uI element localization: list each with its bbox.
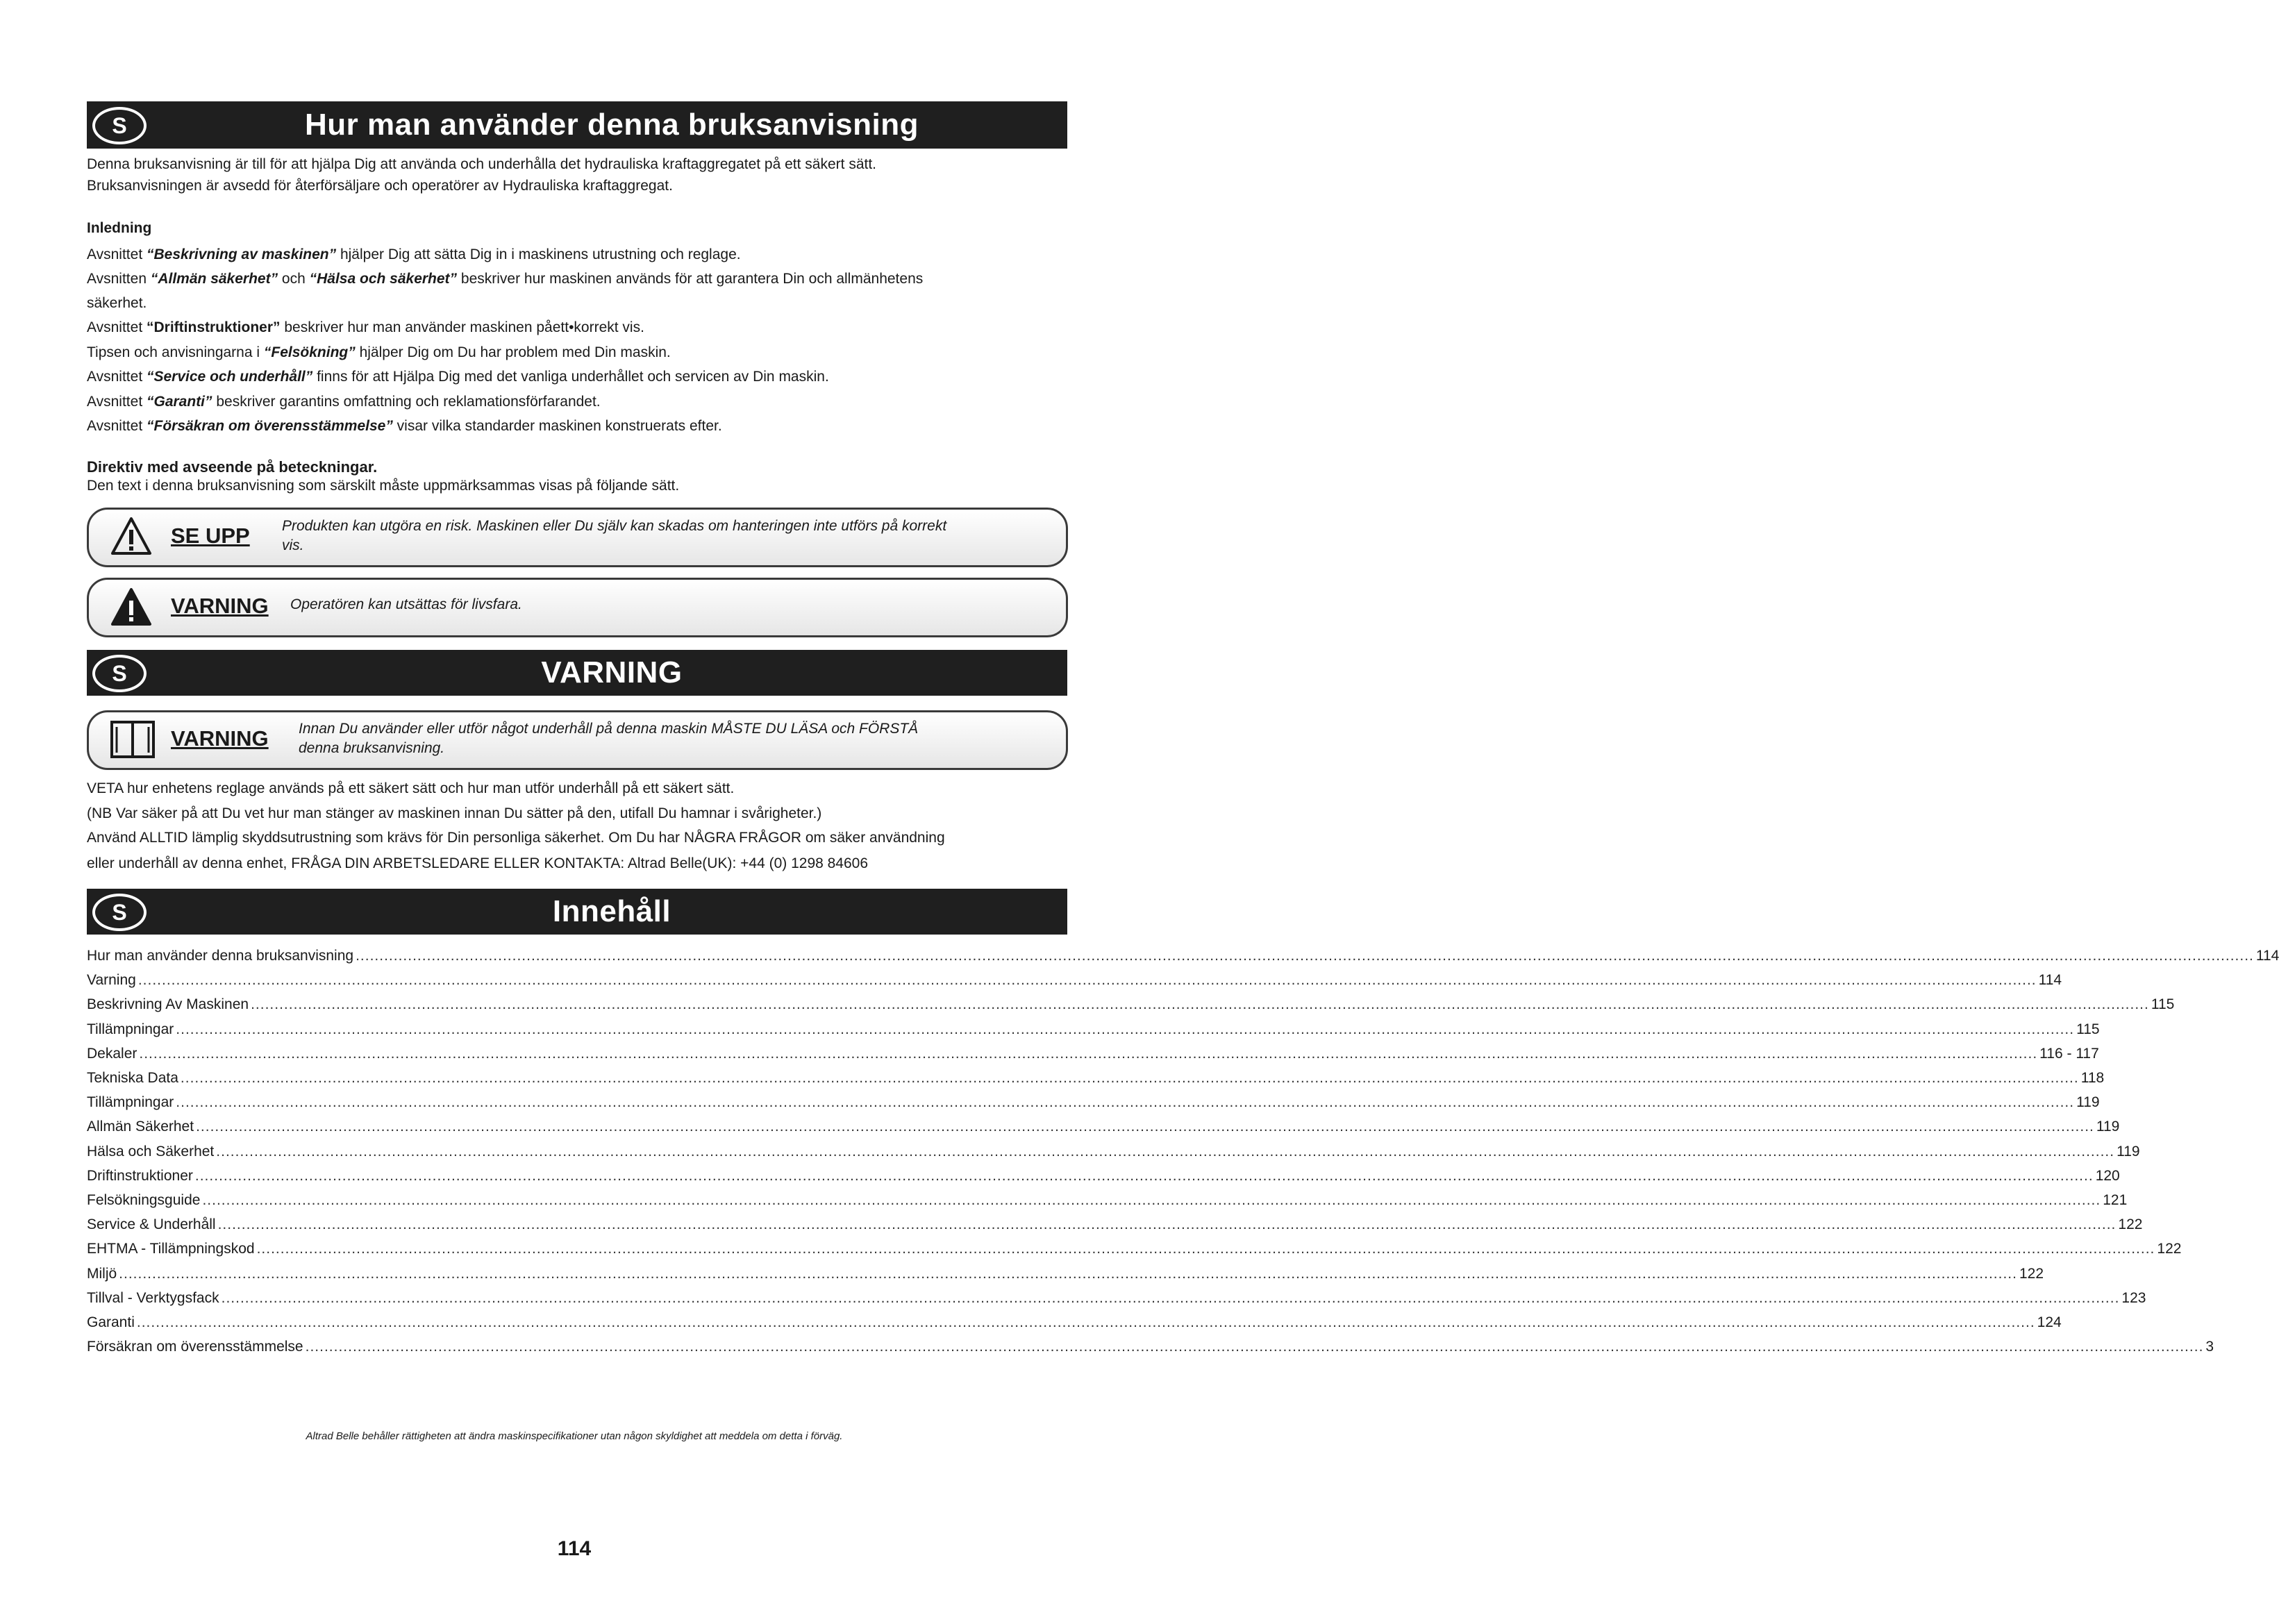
open-book-icon bbox=[110, 720, 156, 759]
toc-entry-title: Beskrivning Av Maskinen bbox=[87, 996, 249, 1012]
read-manual-label: VARNING bbox=[171, 726, 269, 751]
toc-leader-dots: ................................................................................................................................................................................................................................................................................................................................................................................................................ bbox=[176, 1094, 2075, 1110]
toc-entry-title: Tillämpningar bbox=[87, 1094, 174, 1110]
toc-leader-dots: ................................................................................................................................................................................................................................................................................................................................................................................................................ bbox=[251, 996, 2149, 1012]
danger-label: VARNING bbox=[171, 594, 269, 618]
intro-line-1: Denna bruksanvisning är till för att hjälpa Dig att använda och underhålla det hydrauliska kraftaggregatet på ett säkert sätt. bbox=[87, 156, 877, 172]
toc-leader-dots: ................................................................................................................................................................................................................................................................................................................................................................................................................ bbox=[356, 948, 2254, 964]
danger-triangle-icon bbox=[110, 587, 153, 627]
toc-entry-title: Garanti bbox=[87, 1314, 135, 1330]
toc-row bbox=[87, 996, 2175, 1014]
warning-title: VARNING bbox=[541, 655, 683, 689]
toc-row bbox=[87, 1289, 2146, 1307]
toc-entry-page: 122 bbox=[2118, 1216, 2143, 1232]
inledning-line-1: Avsnittet “Beskrivning av maskinen” hjälper Dig att sätta Dig in i maskinens utrustning och reglage. bbox=[87, 246, 741, 262]
toc-row bbox=[87, 1167, 2120, 1185]
toc-entry-title: Tillval - Verktygsfack bbox=[87, 1290, 219, 1306]
inledning-line-4: Avsnittet “Driftinstruktioner” beskriver hur man använder maskinen påett•korrekt vis. bbox=[87, 319, 644, 335]
toc-entry-title: Hur man använder denna bruksanvisning bbox=[87, 948, 354, 964]
toc-leader-dots: ................................................................................................................................................................................................................................................................................................................................................................................................................ bbox=[216, 1144, 2115, 1160]
toc-entry-page: 119 bbox=[2076, 1094, 2100, 1110]
direktiv-heading: Direktiv med avseende på beteckningar. bbox=[87, 458, 378, 476]
warning-text-line-4: eller underhåll av denna enhet, FRÅGA DIN ARBETSLEDARE ELLER KONTAKTA: Altrad Belle(UK): +44 (0) 1298 84606 bbox=[87, 855, 869, 871]
toc-leader-dots: ................................................................................................................................................................................................................................................................................................................................................................................................................ bbox=[119, 1266, 2017, 1282]
toc-entry-title: Hälsa och Säkerhet bbox=[87, 1144, 215, 1160]
contents-title: Innehåll bbox=[552, 894, 671, 928]
toc-entry-title: Allmän Säkerhet bbox=[87, 1119, 194, 1135]
toc-entry-page: 120 bbox=[2095, 1168, 2120, 1184]
caution-label: SE UPP bbox=[171, 524, 250, 548]
toc-entry-title: Tekniska Data bbox=[87, 1070, 178, 1086]
toc-leader-dots: ................................................................................................................................................................................................................................................................................................................................................................................................................ bbox=[139, 1046, 2038, 1062]
toc-entry-page: 115 bbox=[2151, 996, 2175, 1012]
read-manual-box bbox=[87, 710, 1068, 770]
inledning-line-7: Avsnittet “Garanti” beskriver garantins omfattning och reklamationsförfarandet. bbox=[87, 394, 601, 410]
toc-entry-page: 114 bbox=[2038, 972, 2062, 988]
inledning-line-6: Avsnittet “Service och underhåll” finns för att Hjälpa Dig med det vanliga underhållet och servicen av Din maskin. bbox=[87, 369, 829, 385]
footer-note: Altrad Belle behåller rättigheten att ändra maskinspecifikationer utan någon skyldighet att meddela om detta i förväg. bbox=[306, 1430, 843, 1442]
inledning-line-3: säkerhet. bbox=[87, 295, 147, 311]
toc-leader-dots: ................................................................................................................................................................................................................................................................................................................................................................................................................ bbox=[305, 1339, 2204, 1355]
toc-row bbox=[87, 971, 2062, 989]
language-badge: S bbox=[92, 894, 147, 931]
direktiv-text: Den text i denna bruksanvisning som särskilt måste uppmärksammas visas på följande sätt. bbox=[87, 478, 680, 494]
toc-entry-title: Försäkran om överensstämmelse bbox=[87, 1339, 303, 1355]
toc-entry-page: 116 - 117 bbox=[2039, 1046, 2099, 1062]
toc-entry-page: 119 bbox=[2117, 1144, 2140, 1160]
toc-leader-dots: ................................................................................................................................................................................................................................................................................................................................................................................................................ bbox=[194, 1168, 2094, 1184]
danger-box bbox=[87, 578, 1068, 637]
intro-line-2: Bruksanvisningen är avsedd för återförsäljare och operatörer av Hydrauliska kraftaggregat. bbox=[87, 178, 673, 194]
toc-entry-page: 118 bbox=[2080, 1070, 2105, 1086]
toc-entry-page: 114 bbox=[2255, 948, 2279, 964]
toc-entry-page: 123 bbox=[2121, 1290, 2146, 1306]
toc-row bbox=[87, 1045, 2099, 1063]
toc-entry-page: 121 bbox=[2103, 1192, 2128, 1208]
toc-row bbox=[87, 1191, 2128, 1209]
toc-row bbox=[87, 1094, 2100, 1112]
inledning-line-2: Avsnitten “Allmän säkerhet” och “Hälsa och säkerhet” beskriver hur maskinen används för att garantera Din och allmänhetens bbox=[87, 271, 924, 287]
section-title: Hur man använder denna bruksanvisning bbox=[304, 108, 919, 142]
toc-leader-dots: ................................................................................................................................................................................................................................................................................................................................................................................................................ bbox=[202, 1192, 2101, 1208]
toc-leader-dots: ................................................................................................................................................................................................................................................................................................................................................................................................................ bbox=[136, 1314, 2035, 1330]
toc-entry-page: 115 bbox=[2076, 1021, 2100, 1037]
warning-text-line-3: Använd ALLTID lämplig skyddsutrustning som krävs för Din personliga säkerhet. Om Du har NÅGRA FRÅGOR om säker användning bbox=[87, 830, 945, 846]
read-manual-message: Innan Du använder eller utför något underhåll på denna maskin MÅSTE DU LÄSA och FÖRSTÅ denna bruksanvisning. bbox=[299, 721, 919, 756]
toc-row bbox=[87, 1118, 2120, 1136]
toc-entry-title: Tillämpningar bbox=[87, 1021, 174, 1037]
inledning-heading: Inledning bbox=[87, 220, 152, 236]
toc-leader-dots: ................................................................................................................................................................................................................................................................................................................................................................................................................ bbox=[196, 1119, 2094, 1135]
toc-entry-title: Felsökningsguide bbox=[87, 1192, 201, 1208]
toc-entry-title: EHTMA - Tillämpningskod bbox=[87, 1241, 255, 1257]
warning-header-bar bbox=[87, 650, 1067, 696]
toc-row bbox=[87, 1216, 2143, 1234]
toc-row bbox=[87, 947, 2279, 965]
toc-leader-dots: ................................................................................................................................................................................................................................................................................................................................................................................................................ bbox=[256, 1241, 2155, 1257]
toc-leader-dots: ................................................................................................................................................................................................................................................................................................................................................................................................................ bbox=[137, 972, 2037, 988]
toc-entry-title: Miljö bbox=[87, 1266, 117, 1282]
toc-entry-page: 3 bbox=[2205, 1339, 2214, 1355]
inledning-line-8: Avsnittet “Försäkran om överensstämmelse” visar vilka standarder maskinen konstruerats efter. bbox=[87, 418, 722, 434]
toc-row bbox=[87, 1265, 2044, 1283]
toc-row bbox=[87, 1021, 2100, 1039]
caution-box bbox=[87, 508, 1068, 567]
toc-leader-dots: ................................................................................................................................................................................................................................................................................................................................................................................................................ bbox=[180, 1070, 2079, 1086]
warning-text-line-1: VETA hur enhetens reglage används på ett säkert sätt och hur man utför underhåll på ett säkert sätt. bbox=[87, 780, 735, 796]
toc-row bbox=[87, 1069, 2105, 1087]
toc-entry-title: Driftinstruktioner bbox=[87, 1168, 193, 1184]
language-badge: S bbox=[92, 107, 147, 144]
toc-entry-page: 119 bbox=[2096, 1119, 2120, 1135]
caution-message: Produkten kan utgöra en risk. Maskinen eller Du själv kan skadas om hanteringen inte utförs på korrekt vis. bbox=[282, 518, 947, 553]
toc-row bbox=[87, 1143, 2140, 1161]
section-header-bar bbox=[87, 101, 1067, 149]
toc-entry-page: 124 bbox=[2037, 1314, 2062, 1330]
contents-header-bar bbox=[87, 889, 1067, 935]
toc-entry-title: Service & Underhåll bbox=[87, 1216, 216, 1232]
toc-row bbox=[87, 1314, 2062, 1332]
language-badge: S bbox=[92, 655, 147, 692]
toc-row bbox=[87, 1338, 2214, 1356]
toc-row bbox=[87, 1240, 2182, 1258]
toc-leader-dots: ................................................................................................................................................................................................................................................................................................................................................................................................................ bbox=[176, 1021, 2075, 1037]
toc-entry-title: Varning bbox=[87, 972, 136, 988]
toc-leader-dots: ................................................................................................................................................................................................................................................................................................................................................................................................................ bbox=[221, 1290, 2120, 1306]
danger-message: Operatören kan utsättas för livsfara. bbox=[290, 596, 522, 612]
caution-triangle-icon bbox=[110, 516, 153, 556]
toc-leader-dots: ................................................................................................................................................................................................................................................................................................................................................................................................................ bbox=[217, 1216, 2117, 1232]
toc-entry-title: Dekaler bbox=[87, 1046, 137, 1062]
toc-entry-page: 122 bbox=[2157, 1241, 2182, 1257]
inledning-line-5: Tipsen och anvisningarna i “Felsökning” hjälper Dig om Du har problem med Din maskin. bbox=[87, 344, 671, 360]
page-number: 114 bbox=[557, 1537, 592, 1560]
toc-entry-page: 122 bbox=[2019, 1266, 2044, 1282]
warning-text-line-2: (NB Var säker på att Du vet hur man stänger av maskinen innan Du sätter på den, utifall Du hamnar i svårigheter.) bbox=[87, 805, 822, 821]
